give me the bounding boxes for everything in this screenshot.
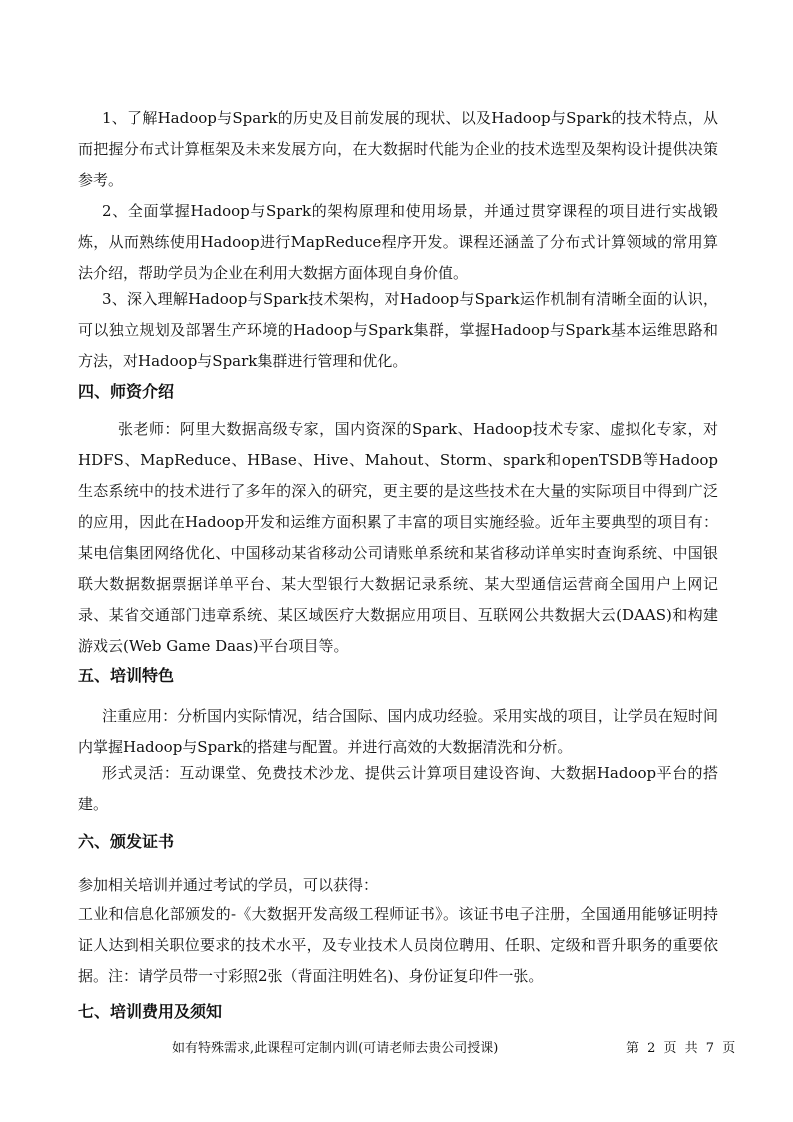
section-heading-certificate: 六、颁发证书 bbox=[78, 832, 175, 851]
section-heading-teachers: 四、师资介绍 bbox=[78, 382, 175, 401]
page-number: 第 2 页 共 7 页 bbox=[626, 1041, 736, 1056]
objective-item-3: 3、深入理解Hadoop与Spark技术架构，对Hadoop与Spark运作机制有清晰全面的认识，可以独立规划及部署生产环境的Hadoop与Spark集群，掌握Hadoop与Spark基本运维思路和方法，对Hadoop与Spark集群进行管理和优化。 bbox=[78, 290, 718, 370]
section-heading-fees: 七、培训费用及须知 bbox=[78, 1002, 223, 1021]
teacher-intro: 张老师：阿里大数据高级专家，国内资深的Spark、Hadoop技术专家、虚拟化专家，对HDFS、MapReduce、HBase、Hive、Mahout、Storm、spark和openTSDB等Hadoop生态系统中的技术进行了多年的深入的研究，更主要的是这些技术在大量的实际项目中得到广泛的应用，因此在Hadoop开发和运维方面积累了丰富的项目实施经验。近年主要典型的项目有：某电信集团网络优化、中国移动某省移动公司请账单系统和某省移动详单实时查询系统、中国银联大数据数据票据详单平台、某大型银行大数据记录系统、某大型通信运营商全国用户上网记录、某省交通部门违章系统、某区域医疗大数据应用项目、互联网公共数据大云(DAAS)和构建游戏云(Web Game Daas)平台项目等。 bbox=[78, 420, 718, 655]
footer-note: 如有特殊需求,此课程可定制内训(可请老师去贵公司授课) bbox=[172, 1041, 499, 1056]
section-heading-features: 五、培训特色 bbox=[78, 666, 175, 685]
certificate-details: 工业和信息化部颁发的-《大数据开发高级工程师证书》。该证书电子注册，全国通用能够证明持证人达到相关职位要求的技术水平，及专业技术人员岗位聘用、任职、定级和晋升职务的重要依据。注：请学员带一寸彩照2张（背面注明姓名)、身份证复印件一张。 bbox=[78, 905, 718, 985]
objective-item-2: 2、全面掌握Hadoop与Spark的架构原理和使用场景，并通过贯穿课程的项目进行实战锻炼，从而熟练使用Hadoop进行MapReduce程序开发。课程还涵盖了分布式计算领域的常用算法介绍，帮助学员为企业在利用大数据方面体现自身价值。 bbox=[78, 202, 718, 282]
feature-format: 形式灵活：互动课堂、免费技术沙龙、提供云计算项目建设咨询、大数据Hadoop平台的搭建。 bbox=[78, 764, 718, 813]
objective-item-1: 1、了解Hadoop与Spark的历史及目前发展的现状、以及Hadoop与Spark的技术特点，从而把握分布式计算框架及未来发展方向，在大数据时代能为企业的技术选型及架构设计提供决策参考。 bbox=[78, 109, 718, 189]
certificate-intro: 参加相关培训并通过考试的学员，可以获得： bbox=[78, 876, 379, 894]
feature-application: 注重应用：分析国内实际情况，结合国际、国内成功经验。采用实战的项目，让学员在短时间内掌握Hadoop与Spark的搭建与配置。并进行高效的大数据清洗和分析。 bbox=[78, 707, 718, 756]
